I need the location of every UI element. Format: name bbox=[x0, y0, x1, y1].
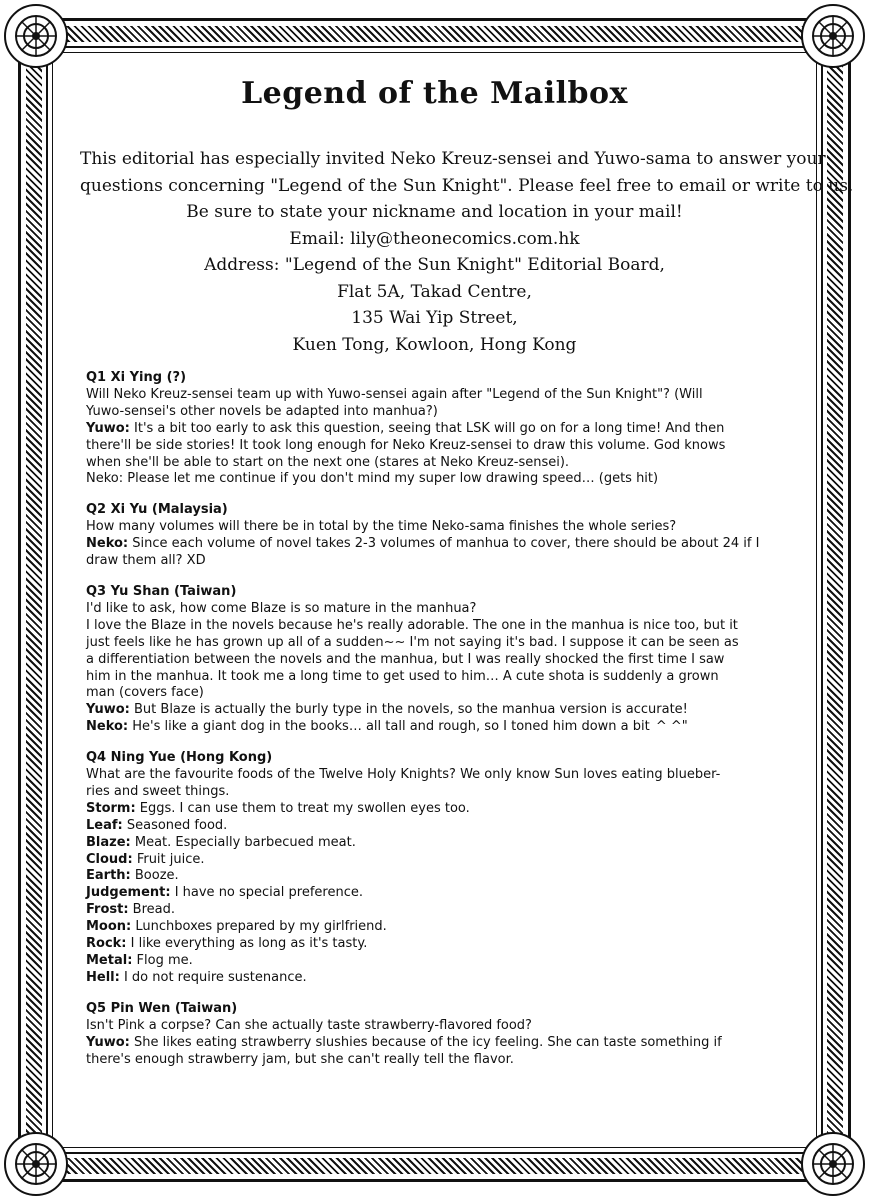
question-text: What are the favourite foods of the Twelve Holy Knights? We only know Sun loves eating blueber- bbox=[86, 767, 721, 783]
knight-answer: Eggs. I can use them to treat my swollen eyes too. bbox=[135, 800, 470, 816]
answer-text: there'll be side stories! It took long enough for Neko Kreuz-sensei to draw this volume. God knows bbox=[86, 437, 726, 453]
knight-answer: Flog me. bbox=[132, 953, 193, 968]
question-text: I'd like to ask, how come Blaze is so mature in the manhua? bbox=[86, 600, 477, 616]
answer-text bbox=[86, 953, 786, 970]
speaker-label: Yuwo: bbox=[86, 702, 130, 718]
qa-item-q3 bbox=[86, 584, 786, 736]
answer-text bbox=[86, 719, 786, 736]
intro-line: This editorial has especially invited Neko Kreuz-sensei and Yuwo-sama to answer your bbox=[80, 149, 826, 169]
question-text: a differentiation between the novels and the manhua, but I was really shocked the first time I saw bbox=[86, 651, 725, 667]
corner-ornament-icon bbox=[4, 1132, 68, 1196]
knight-answer: Bread. bbox=[128, 902, 176, 918]
corner-ornament-icon bbox=[4, 4, 68, 68]
question-heading: Q5 Pin Wen (Taiwan) bbox=[86, 1000, 238, 1016]
answer-text bbox=[86, 702, 786, 719]
question-heading: Q2 Xi Yu (Malaysia) bbox=[86, 502, 228, 518]
answer-text bbox=[86, 421, 786, 438]
qa-item-q4 bbox=[86, 750, 786, 987]
answer-text bbox=[86, 835, 786, 852]
intro-block bbox=[80, 146, 854, 358]
knight-answer: Lunchboxes prepared by my girlfriend. bbox=[131, 919, 387, 935]
answer-text bbox=[86, 852, 786, 869]
emoticon: ^ ^" bbox=[655, 719, 688, 735]
qa-item-q2 bbox=[86, 502, 786, 570]
answer-text bbox=[86, 902, 786, 919]
knight-name: Leaf: bbox=[86, 817, 123, 833]
knight-answer: Booze. bbox=[130, 868, 179, 884]
answer-text: draw them all? XD bbox=[86, 553, 206, 569]
corner-ornament-icon bbox=[801, 1132, 865, 1196]
knight-name: Rock: bbox=[86, 936, 127, 952]
knight-answer: Seasoned food. bbox=[122, 817, 228, 833]
knight-answer: I like everything as long as it's tasty. bbox=[126, 936, 368, 952]
question-text: man (covers face) bbox=[86, 685, 204, 701]
answer-text bbox=[86, 1035, 786, 1052]
answer-text bbox=[86, 919, 786, 936]
knight-answer: I do not require sustenance. bbox=[119, 969, 307, 985]
speaker-label: Neko: bbox=[86, 536, 129, 552]
email-line: Email: lily@theonecomics.com.hk bbox=[289, 228, 580, 249]
question-text: him in the manhua. It took me a long time to get used to him… A cute shota is suddenly a grown bbox=[86, 668, 719, 684]
question-text: I love the Blaze in the novels because he's really adorable. The one in the manhua is nice too, but it bbox=[86, 617, 738, 633]
corner-ornament-icon bbox=[801, 4, 865, 68]
question-text: Will Neko Kreuz-sensei team up with Yuwo-sensei again after "Legend of the Sun Knight"? (Will bbox=[86, 386, 703, 402]
knight-answer: Meat. Especially barbecued meat. bbox=[130, 834, 356, 850]
address-line: Address: "Legend of the Sun Knight" Editorial Board, bbox=[204, 255, 665, 275]
knight-name: Cloud: bbox=[86, 851, 133, 867]
knight-answer: Fruit juice. bbox=[132, 851, 205, 867]
address-line: Flat 5A, Takad Centre, bbox=[337, 281, 532, 302]
answer-body: It's a bit too early to ask this question, seeing that LSK will go on for a long time! And then bbox=[129, 420, 725, 436]
answer-text bbox=[86, 868, 786, 885]
question-text: just feels like he has grown up all of a sudden~~ I'm not saying it's bad. I suppose it can be seen as bbox=[86, 634, 739, 650]
answer-text: Neko: Please let me continue if you don't mind my super low drawing speed… (gets hit) bbox=[86, 471, 659, 487]
knight-name: Earth: bbox=[86, 868, 131, 884]
answer-text bbox=[86, 970, 786, 987]
intro-line: questions concerning "Legend of the Sun Knight". Please feel free to email or write to us. bbox=[80, 175, 854, 196]
answer-text: when she'll be able to start on the next one (stares at Neko Kreuz-sensei). bbox=[86, 454, 570, 470]
address-line: 135 Wai Yip Street, bbox=[351, 308, 518, 328]
knight-answer: I have no special preference. bbox=[170, 885, 363, 901]
question-text: Isn't Pink a corpse? Can she actually taste strawberry-flavored food? bbox=[86, 1017, 532, 1033]
answer-text: there's enough strawberry jam, but she can't really tell the flavor. bbox=[86, 1051, 514, 1067]
answer-text bbox=[86, 801, 786, 818]
page-title: Legend of the Mailbox bbox=[241, 76, 628, 111]
intro-line: Be sure to state your nickname and location in your mail! bbox=[186, 202, 683, 222]
speaker-label: Neko: bbox=[86, 719, 129, 735]
answer-body: She likes eating strawberry slushies because of the icy feeling. She can taste something if bbox=[129, 1034, 722, 1050]
qa-item-q5 bbox=[86, 1001, 786, 1069]
answer-body: But Blaze is actually the burly type in the novels, so the manhua version is accurate! bbox=[129, 702, 688, 718]
speaker-label: Yuwo: bbox=[86, 420, 130, 436]
question-heading: Q3 Yu Shan (Taiwan) bbox=[86, 583, 237, 599]
knight-name: Metal: bbox=[86, 953, 133, 968]
question-text: Yuwo-sensei's other novels be adapted into manhua?) bbox=[86, 403, 438, 419]
answer-body: He's like a giant dog in the books… all tall and rough, so I toned him down a bit bbox=[128, 719, 650, 735]
qa-section bbox=[86, 370, 786, 1082]
knight-name: Storm: bbox=[86, 800, 136, 816]
question-heading: Q1 Xi Ying (?) bbox=[86, 370, 187, 385]
knight-name: Frost: bbox=[86, 902, 129, 918]
qa-item-q1 bbox=[86, 370, 786, 488]
question-heading: Q4 Ning Yue (Hong Kong) bbox=[86, 750, 273, 766]
knight-name: Judgement: bbox=[86, 885, 171, 901]
answer-body: Since each volume of novel takes 2-3 volumes of manhua to cover, there should be about 24 if I bbox=[128, 536, 760, 552]
knight-name: Blaze: bbox=[86, 834, 131, 850]
question-text: ries and sweet things. bbox=[86, 783, 230, 799]
answer-text bbox=[86, 885, 786, 902]
knight-name: Hell: bbox=[86, 969, 120, 985]
address-line: Kuen Tong, Kowloon, Hong Kong bbox=[292, 334, 577, 355]
question-text: How many volumes will there be in total by the time Neko-sama finishes the whole series? bbox=[86, 519, 677, 535]
speaker-label: Yuwo: bbox=[86, 1034, 130, 1050]
answer-text bbox=[86, 936, 786, 953]
answer-text bbox=[86, 818, 786, 835]
answer-text bbox=[86, 536, 786, 553]
knight-name: Moon: bbox=[86, 919, 132, 935]
